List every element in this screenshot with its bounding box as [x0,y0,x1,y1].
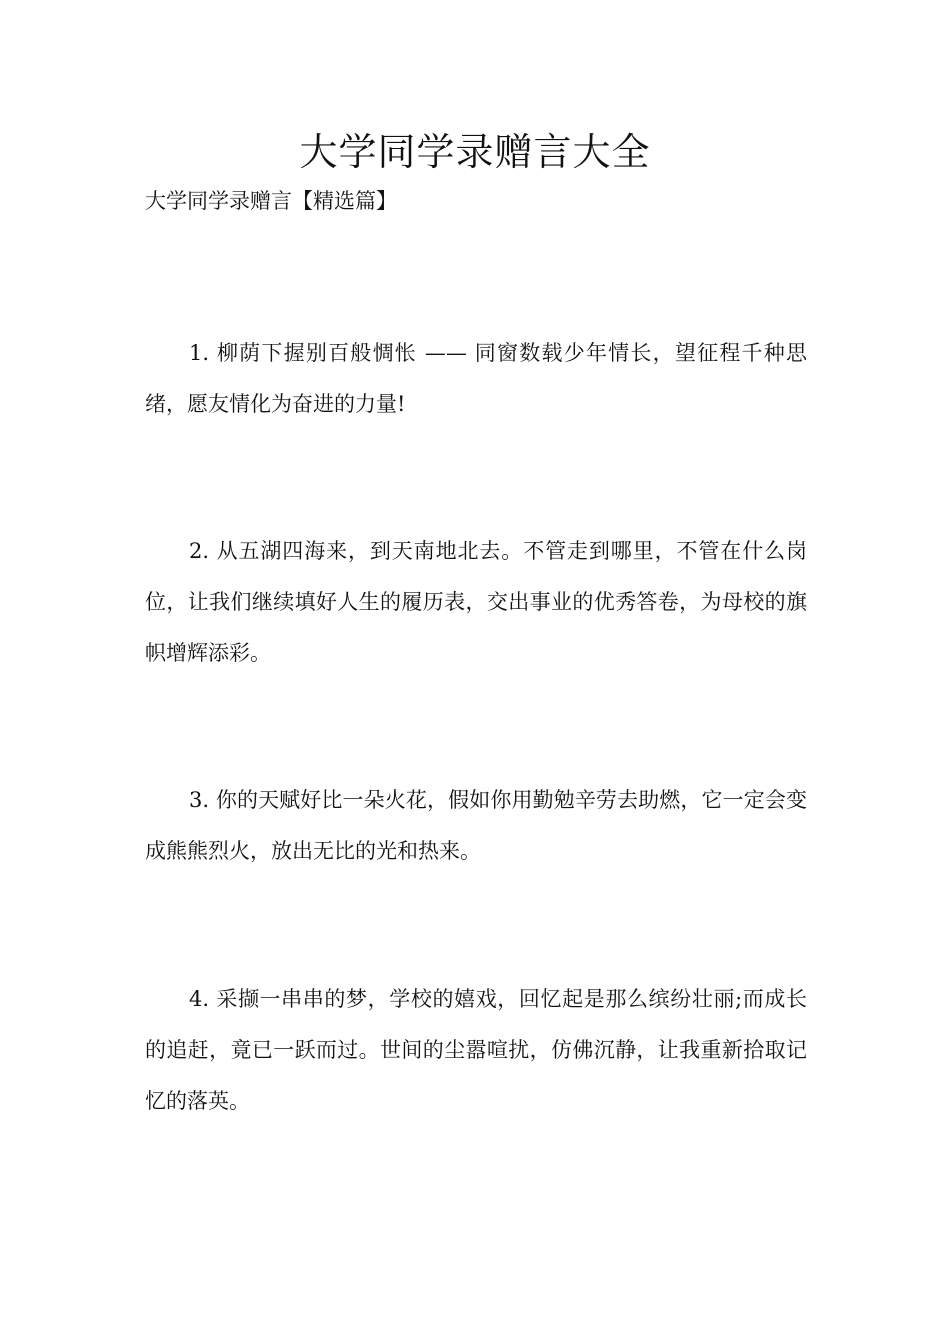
paragraph-3: 3. 你的天赋好比一朵火花，假如你用勤勉辛劳去助燃，它一定会变成熊熊烈火，放出无比的光和热来。 [145,788,807,863]
paragraph-1: 1. 柳荫下握别百般惆怅 —— 同窗数载少年情长，望征程千种思绪，愿友情化为奋进的力量! [145,341,807,416]
section-subtitle: 大学同学录赠言【精选篇】 [145,189,397,213]
paragraph-2: 2. 从五湖四海来，到天南地北去。不管走到哪里，不管在什么岗位，让我们继续填好人生的履历表，交出事业的优秀答卷，为母校的旗帜增辉添彩。 [145,539,807,665]
page-title: 大学同学录赠言大全 [299,130,651,174]
paragraph-4: 4. 采撷一串串的梦，学校的嬉戏，回忆起是那么缤纷壮丽;而成长的追赶，竟已一跃而过。世间的尘嚣喧扰，仿佛沉静，让我重新拾取记忆的落英。 [145,987,807,1113]
